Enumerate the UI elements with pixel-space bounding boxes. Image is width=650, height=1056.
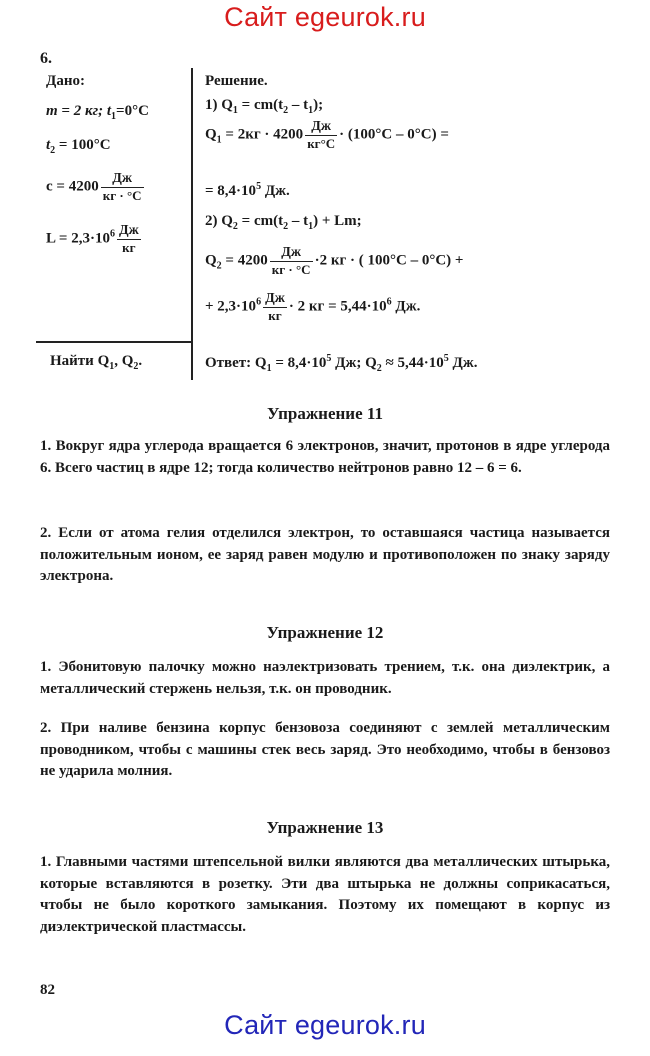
site-watermark-top[interactable]: Сайт egeurok.ru (224, 2, 426, 32)
solution-calc-2: $Q_2 = 4200$ $\frac{Дж}{кг \cdot ^\circ C}$ ·2 кг · ( 100°C – 0°C) + (205, 245, 464, 277)
exercise-12-answer-1: 1. Эбонитовую палочку можно наэлектризовать трением, т.к. она диэлектрик, а металлический стержень нельзя, т.к. он проводник. (40, 659, 610, 697)
exercise-11-answer-2: 2. Если от атома гелия отделился электрон, то оставшаяся частица называется положительным ионом, ее заряд равен модулю и противоположен по знаку заряду электрона. (40, 525, 610, 584)
given-title: Дано: (46, 73, 85, 89)
given-t2: $t_2 = 100^\circ C$ (46, 137, 111, 156)
exercise-13-title: Упражнение 13 (266, 818, 384, 837)
given-latent-heat: $L = 2,3\cdot 10^6$ $\frac{Дж}{кг}$ (46, 223, 139, 255)
exercise-13-answer-1: 1. Главными частями штепсельной вилки являются два металлических штырька, которые вставляются в розетку. Эти два штырька не должны соприкасаться, чтобы не было короткого замыкания. Поэтому их помещают в корпус из диэлектрической пластмассы. (40, 854, 610, 935)
exercise-11-answer-1: 1. Вокруг ядра углерода вращается 6 электронов, значит, протонов в ядре углерода 6. Всего частиц в ядре 12; тогда количество нейтронов равно 12 – 6 = 6. (40, 438, 610, 476)
given-mass: m = 2 кг; $t_1=0^\circ C$ (46, 103, 149, 122)
given-divider (36, 341, 192, 343)
solution-calc-2-continued: + $2,3\cdot 10^6$ $\frac{Дж}{кг}$ · 2 кг = $5,44\cdot 10^6$ Дж. (205, 291, 421, 323)
solution-formula-1: 1) $Q_1 = cm(t_2 - t_1)$; (205, 97, 324, 116)
given-specific-heat: c = 4200 $\frac{Дж}{кг \cdot ^\circ C}$ (46, 171, 142, 203)
exercise-12-title: Упражнение 12 (266, 623, 384, 642)
solution-title: Решение. (205, 73, 268, 89)
solution-formula-2: 2) $Q_2 = cm(t_2 - t_1) + Lm$; (205, 213, 362, 232)
solution-answer: Ответ: $Q_1 = 8,4\cdot 10^5$ Дж; $Q_2 \approx 5,44\cdot 10^5$ Дж. (205, 353, 478, 374)
exercise-12-answer-2: 2. При наливе бензина корпус бензовоза соединяют с землей металлическим проводником, чтобы с машины стек весь заряд. Это необходимо, чтобы в бензовоз не ударила молния. (40, 720, 610, 779)
exercise-11-title: Упражнение 11 (267, 404, 383, 423)
problem-number: 6. (40, 50, 52, 67)
column-divider (191, 68, 193, 380)
solution-result-1: = $8,4\cdot 10^5$ Дж. (205, 181, 290, 199)
site-watermark-bottom[interactable]: Сайт egeurok.ru (224, 1010, 426, 1040)
page-number: 82 (40, 982, 55, 998)
find-label: Найти $Q_1$, $Q_2$. (50, 353, 143, 372)
solution-calc-1: $Q_1 = 2кг \cdot 4200$ $\frac{Дж}{кг^\circ C}$ · (100°C – 0°C) = (205, 119, 449, 151)
